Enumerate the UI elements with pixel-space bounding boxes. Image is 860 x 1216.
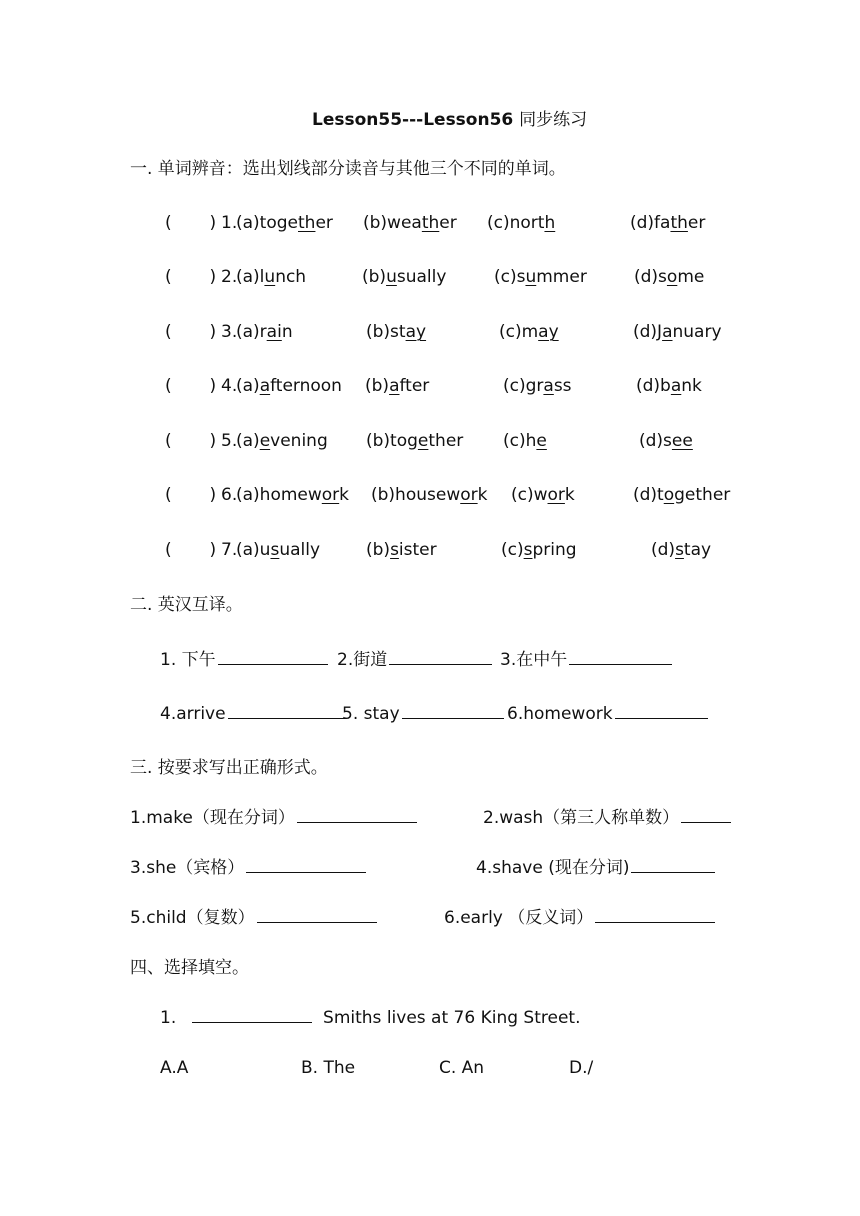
answer-bracket[interactable]: ( ) [165,267,217,287]
question-number: 1. [221,213,238,233]
choice-question-1: 1. Smiths lives at 76 King Street. [160,1008,581,1028]
underlined-letters: s [675,540,684,560]
question-number: 3. [221,322,238,342]
option-a-word: (a)rain [236,322,293,342]
question-number: 4. [221,376,238,396]
option-d-word: (d)see [639,431,693,451]
underlined-letters: e [259,431,271,451]
answer-bracket[interactable]: ( ) [165,213,217,233]
option-c-word: (c)work [511,485,575,505]
translate-item-4: 4.arrive [160,702,346,725]
option-c-word: (c)grass [503,376,572,396]
translate-item-5: 5. stay [342,702,504,725]
option-a-word: (a)lunch [236,267,307,287]
option-a-word: (a)afternoon [236,376,342,396]
option-b[interactable]: B. The [301,1058,356,1078]
underlined-letters: ay [538,322,559,342]
answer-blank[interactable] [297,806,417,823]
underlined-letters: ai [266,322,282,342]
option-a-word: (a)homework [236,485,350,505]
underlined-letters: or [547,485,565,505]
underlined-letters: u [386,267,397,287]
option-b-word: (b)stay [366,322,427,342]
option-c[interactable]: C. An [439,1058,485,1078]
option-c-word: (c)summer [494,267,587,287]
answer-bracket[interactable]: ( ) [165,485,217,505]
option-d[interactable]: D./ [569,1058,594,1078]
form-item-1: 1.make（现在分词） [130,806,417,829]
underlined-letters: th [298,213,316,233]
underlined-letters: ay [405,322,427,342]
option-a-word: (a)together [236,213,333,233]
translate-item-6: 6.homework [507,702,708,725]
underlined-letters: e [536,431,547,451]
answer-bracket[interactable]: ( ) [165,431,217,451]
underlined-letters: u [264,267,276,287]
option-a[interactable]: A.A [160,1058,189,1078]
underlined-letters: o [663,485,675,505]
option-c-word: (c)he [503,431,547,451]
option-b-word: (b)together [366,431,464,451]
underlined-letters: th [421,213,440,233]
underlined-letters: s [270,540,280,560]
answer-blank[interactable] [192,1006,312,1023]
answer-bracket[interactable]: ( ) [165,540,217,560]
translate-item-2: 2.街道 [337,648,492,671]
underlined-letters: th [670,213,688,233]
section-4-heading: 四、选择填空。 [130,958,249,978]
option-c-word: (c)spring [501,540,577,560]
option-d-word: (d)some [634,267,705,287]
underlined-letters: ee [671,431,693,451]
option-a-word: (a)usually [236,540,321,560]
answer-blank[interactable] [228,702,346,719]
answer-bracket[interactable]: ( ) [165,376,217,396]
question-number: 5. [221,431,238,451]
option-d-word: (d)stay [651,540,712,560]
question-number: 7. [221,540,238,560]
answer-blank[interactable] [595,906,715,923]
underlined-letters: a [389,376,400,396]
underlined-letters: s [523,540,533,560]
option-b-word: (b)weather [363,213,457,233]
underlined-letters: u [525,267,537,287]
option-c-word: (c)north [487,213,556,233]
underlined-letters: a [662,322,673,342]
option-c-word: (c)may [499,322,559,342]
title-cn: 同步练习 [519,110,588,130]
option-d-word: (d)together [633,485,731,505]
option-d-word: (d)January [633,322,722,342]
answer-bracket[interactable]: ( ) [165,322,217,342]
section-3-heading: 三. 按要求写出正确形式。 [130,758,328,778]
underlined-letters: a [259,376,271,396]
option-b-word: (b)usually [362,267,447,287]
title-en: Lesson55---Lesson56 [312,110,514,130]
form-item-3: 3.she（宾格） [130,856,366,879]
page-title [312,109,587,131]
option-b-word: (b)after [365,376,430,396]
section-2-heading: 二. 英汉互译。 [130,595,243,615]
answer-blank[interactable] [631,856,715,873]
answer-blank[interactable] [389,648,492,665]
underlined-letters: a [543,376,554,396]
question-number: 2. [221,267,238,287]
answer-blank[interactable] [402,702,504,719]
underlined-letters: s [390,540,399,560]
answer-blank[interactable] [615,702,708,719]
underlined-letters: or [460,485,478,505]
underlined-letters: a [670,376,682,396]
option-b-word: (b)housework [371,485,488,505]
underlined-letters: or [321,485,340,505]
option-a-word: (a)evening [236,431,328,451]
section-1-heading: 一. 单词辨音：选出划线部分读音与其他三个不同的单词。 [130,159,566,179]
form-item-6: 6.early （反义词） [444,906,715,929]
form-item-4: 4.shave (现在分词) [476,856,715,879]
translate-item-3: 3.在中午 [500,648,672,671]
option-d-word: (d)bank [636,376,702,396]
underlined-letters: o [666,267,678,287]
translate-item-1: 1. 下午 [160,648,328,671]
option-b-word: (b)sister [366,540,437,560]
question-number: 6. [221,485,238,505]
underlined-letters: e [417,431,429,451]
form-item-5: 5.child（复数） [130,906,377,929]
form-item-2: 2.wash（第三人称单数） [483,806,731,829]
answer-blank[interactable] [569,648,672,665]
underlined-letters: h [544,213,556,233]
answer-blank[interactable] [218,648,328,665]
answer-blank[interactable] [257,906,377,923]
answer-blank[interactable] [681,806,731,823]
answer-blank[interactable] [246,856,366,873]
option-d-word: (d)father [630,213,706,233]
